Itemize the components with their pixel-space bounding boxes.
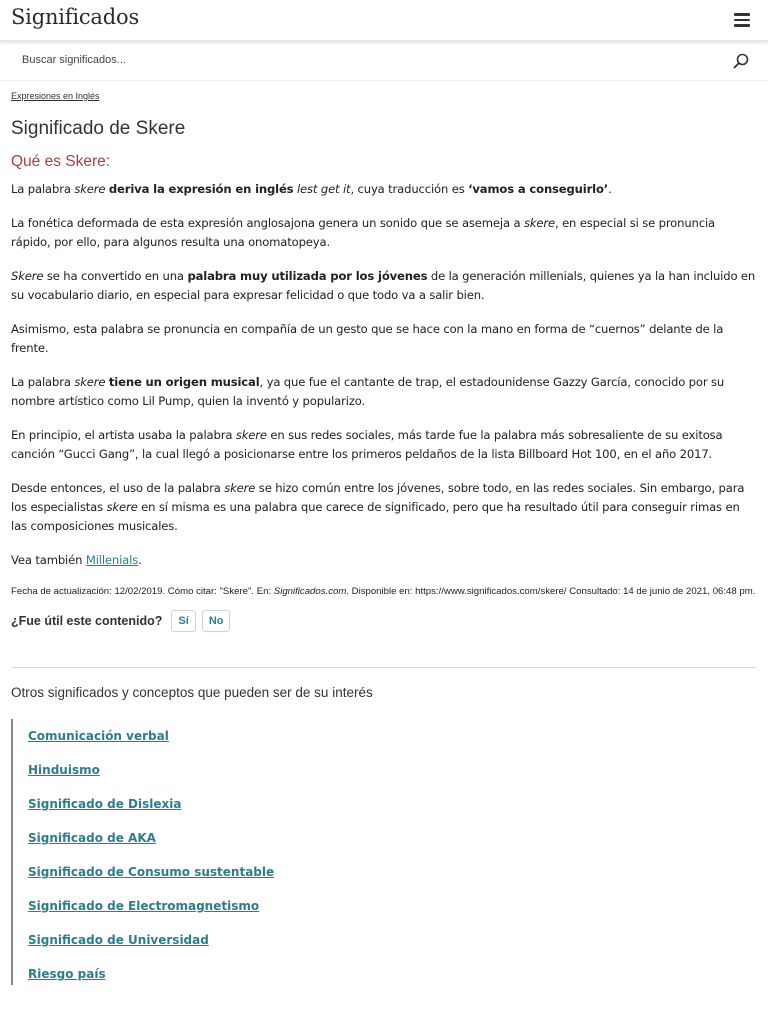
search-icon[interactable] xyxy=(733,53,749,69)
site-logo[interactable]: Significados xyxy=(11,5,140,29)
feedback-no-button[interactable]: No xyxy=(202,610,231,632)
site-header xyxy=(0,0,768,41)
paragraph: En principio, el artista usaba la palabra skere en sus redes sociales, más tarde fue la palabra más sobresaliente de su exitosa canción “Gucci Gang”, la cual llegó a posicionarse entre los primeros peldaños de la lista Billboard Hot 100, en el año 2017. xyxy=(11,428,723,461)
page-title: Significado de Skere xyxy=(11,118,186,139)
update-citation: Fecha de actualización: 12/02/2019. Cómo citar: "Skere". En: Significados.com. Disponible en: https://www.significados.com/skere/ Consultado: 14 de junio de 2021, 06:48 pm. xyxy=(11,586,756,597)
feedback-yes-button[interactable]: Sí xyxy=(171,610,195,632)
related-links-list xyxy=(11,719,757,985)
paragraph: La palabra skere deriva la expresión en inglés lest get it, cuya traducción es ‘vamos a conseguirlo’. xyxy=(11,182,612,196)
related-link[interactable]: Comunicación verbal xyxy=(28,729,169,743)
related-link[interactable]: Significado de Consumo sustentable xyxy=(28,865,275,879)
related-link[interactable]: Hinduismo xyxy=(28,763,100,777)
article xyxy=(0,81,768,985)
feedback-widget xyxy=(11,610,757,632)
search-bar xyxy=(0,44,768,81)
paragraph: La fonética deformada de esta expresión anglosajona genera un sonido que se asemeja a skere, en especial si se pronuncia rápido, por ello, para algunos resulta una onomatopeya. xyxy=(11,216,715,249)
related-link[interactable]: Significado de Dislexia xyxy=(28,797,182,811)
divider xyxy=(11,667,757,668)
millenials-link[interactable]: Millenials xyxy=(85,553,139,567)
section-heading: Qué es Skere: xyxy=(11,153,111,170)
breadcrumb[interactable]: Expresiones en Inglés xyxy=(11,91,100,101)
see-also: Vea también Millenials. xyxy=(11,553,142,567)
paragraph: Desde entonces, el uso de la palabra skere se hizo común entre los jóvenes, sobre todo, en las redes sociales. Sin embargo, para los especialistas skere en sí misma es una palabra que carece de significado, pero que ha resultado útil para conseguir rimas en las composiciones musicales. xyxy=(11,481,745,533)
paragraph: La palabra skere tiene un origen musical, ya que fue el cantante de trap, el estadounidense Gazzy García, conocido por su nombre artístico como Lil Pump, quien la inventó y popularizo. xyxy=(11,375,725,408)
related-link[interactable]: Significado de Universidad xyxy=(28,933,209,947)
related-link[interactable]: Significado de AKA xyxy=(28,831,156,845)
paragraph: Asimismo, esta palabra se pronuncia en compañía de un gesto que se hace con la mano en forma de “cuernos” delante de la frente. xyxy=(11,322,724,355)
feedback-question: ¿Fue útil este contenido? xyxy=(11,614,163,628)
search-input[interactable] xyxy=(20,53,704,67)
paragraph: Skere se ha convertido en una palabra muy utilizada por los jóvenes de la generación millenials, quienes ya la han incluido en su vocabulario diario, en especial para expresar felicidad o que todo va a salir bien. xyxy=(11,269,756,302)
related-heading: Otros significados y conceptos que pueden ser de su interés xyxy=(11,685,373,700)
hamburger-menu-icon[interactable] xyxy=(734,13,750,27)
related-link[interactable]: Significado de Electromagnetismo xyxy=(28,899,260,913)
related-link[interactable]: Riesgo país xyxy=(28,967,106,981)
